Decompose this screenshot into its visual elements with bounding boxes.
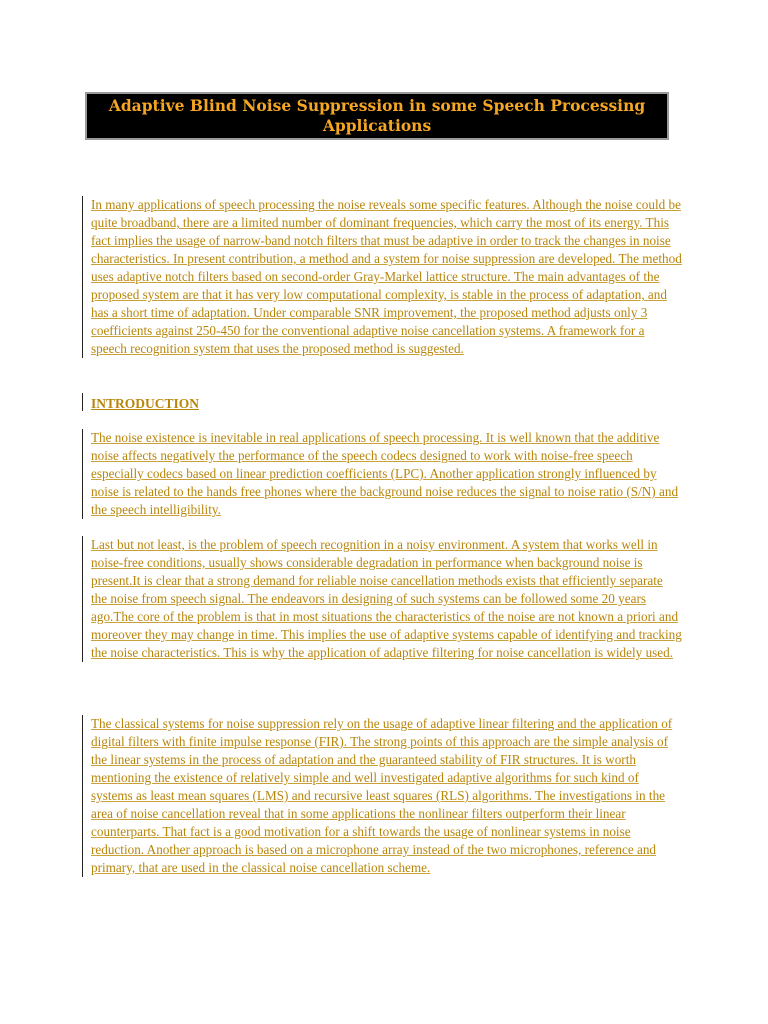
abstract-block xyxy=(82,196,682,358)
document-title: Adaptive Blind Noise Suppression in some Speech Processing Applications xyxy=(108,96,646,135)
body-paragraph[interactable]: The classical systems for noise suppression rely on the usage of adaptive linear filtering and the application of digital filters with finite impulse response (FIR). The strong points of this approach are the simple analysis of the linear systems in the process of adaptation and the guaranteed stability of FIR structures. It is worth mentioning the existence of relatively simple and well investigated adaptive algorithms for such kind of systems as least mean squares (LMS) and recursive least squares (RLS) algorithms. The investigations in the area of noise cancellation reveal that in some applications the nonlinear filters outperform their linear counterparts. That fact is a good motivation for a shift towards the usage of nonlinear systems in noise reduction. Another approach is based on a microphone array instead of the two microphones, reference and primary, that are used in the classical noise cancellation scheme. xyxy=(91,716,673,875)
body-paragraph[interactable]: The noise existence is inevitable in real applications of speech processing. It is well known that the additive noise affects negatively the performance of the speech codecs designed to work with noise-free speech especially codecs based on linear prediction coefficients (LPC). Another application strongly influenced by noise is related to the hands free phones where the background noise reduces the signal to noise ratio (S/N) and the speech intelligibility. xyxy=(91,430,679,517)
body-block xyxy=(82,536,682,662)
title-banner xyxy=(85,92,669,140)
body-block xyxy=(82,715,682,877)
body-block xyxy=(82,429,682,519)
body-paragraph[interactable]: Last but not least, is the problem of speech recognition in a noisy environment. A system that works well in noise-free conditions, usually shows considerable degradation in performance when background noise is present.It is clear that a strong demand for reliable noise cancellation methods exists that efficiently separate the noise from speech signal. The endeavors in designing of such systems can be followed some 20 years ago.The core of the problem is that in most situations the characteristics of the noise are not known a priori and moreover they may change in time. This implies the use of adaptive systems capable of identifying and tracking the noise characteristics. This is why the application of adaptive filtering for noise cancellation is widely used. xyxy=(91,537,682,660)
abstract-paragraph[interactable]: In many applications of speech processing the noise reveals some specific features. Although the noise could be quite broadband, there are a limited number of dominant frequencies, which carry the most of its energy. This fact implies the usage of narrow-band notch filters that must be adaptive in order to track the changes in noise characteristics. In present contribution, a method and a system for noise suppression are developed. The method uses adaptive notch filters based on second-order Gray-Markel lattice structure. The main advantages of the proposed system are that it has very low computational complexity, is stable in the process of adaptation, and has a short time of adaptation. Under comparable SNR improvement, the proposed method adjusts only 3 coefficients against 250-450 for the conventional adaptive noise cancellation systems. A framework for a speech recognition system that uses the proposed method is suggested. xyxy=(91,197,682,356)
section-heading[interactable]: INTRODUCTION xyxy=(91,396,200,411)
section-heading-block xyxy=(82,393,199,411)
